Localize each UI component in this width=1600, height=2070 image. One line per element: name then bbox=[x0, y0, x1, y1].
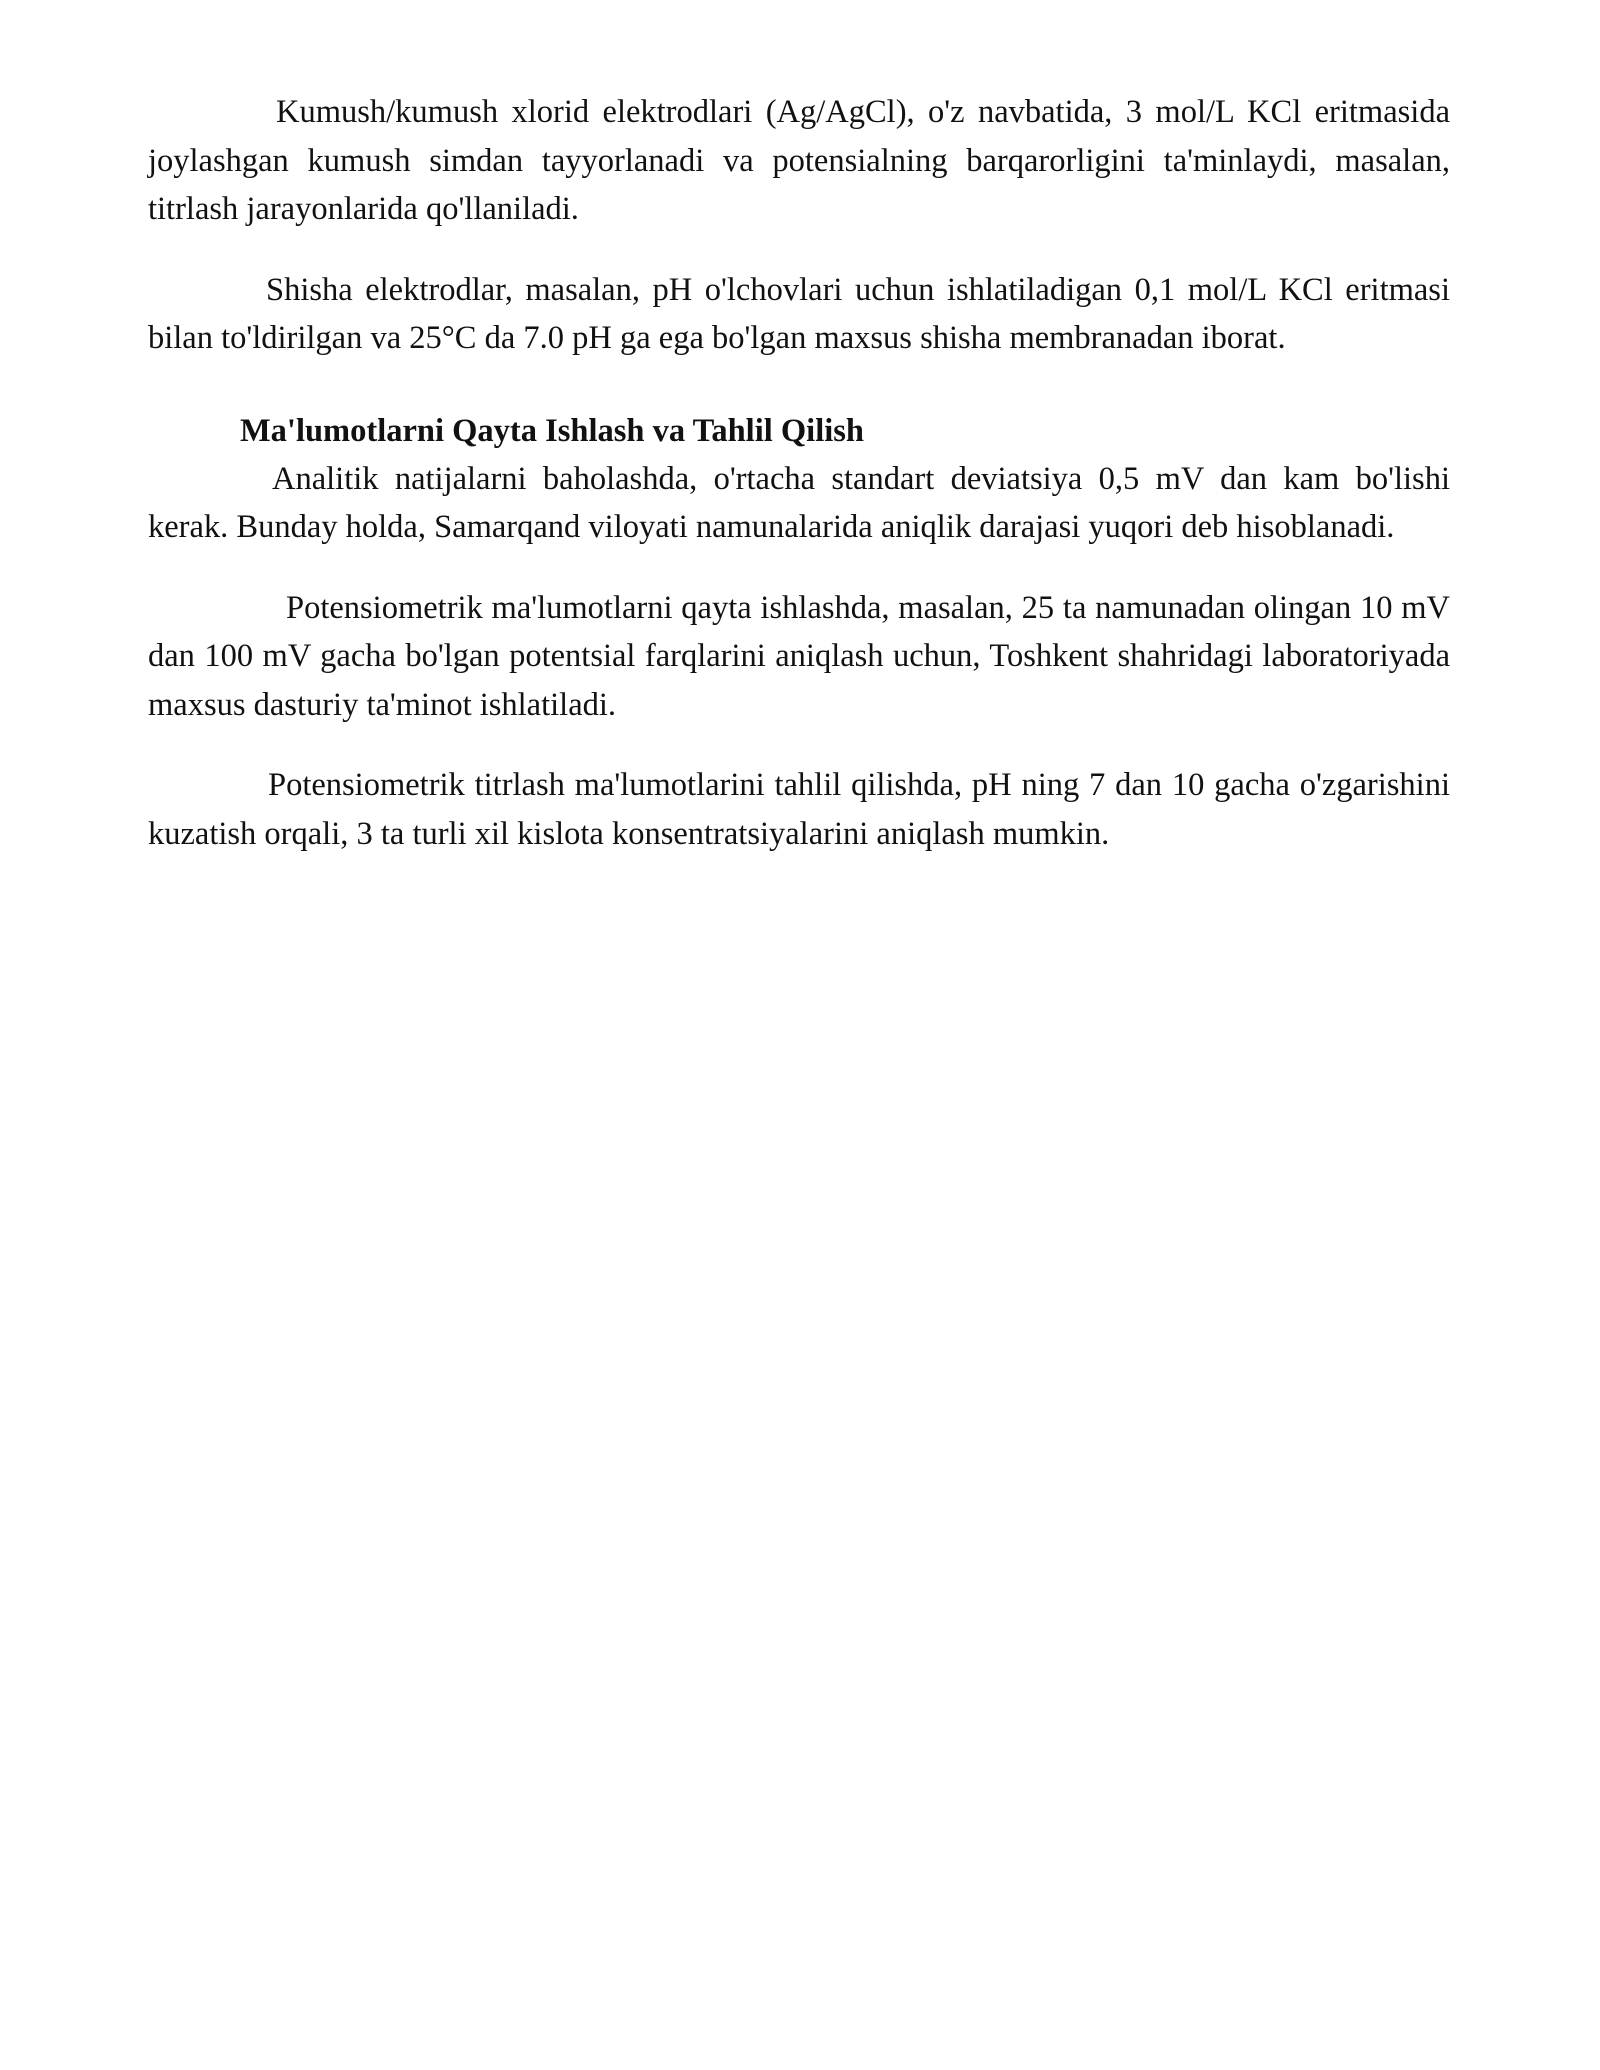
paragraph-glass-electrodes: Shisha elektrodlar, masalan, pH o'lchovlari uchun ishlatiladigan 0,1 mol/L KCl eritmasi bilan to'ldirilgan va 25°C da 7.0 pH ga ega bo'lgan maxsus shisha membranadan iborat. bbox=[148, 271, 1450, 356]
document-body bbox=[148, 88, 1450, 890]
section-heading: Ma'lumotlarni Qayta Ishlash va Tahlil Qilish bbox=[240, 412, 864, 449]
paragraph-potentiometric-processing: Potensiometrik ma'lumotlarni qayta ishlashda, masalan, 25 ta namunadan olingan 10 mV dan 100 mV gacha bo'lgan potentsial farqlarini aniqlash uchun, Toshkent shahridagi laboratoriyada maxsus dasturiy ta'minot ishlatiladi. bbox=[148, 589, 1450, 723]
paragraph-silver-chloride-electrodes: Kumush/kumush xlorid elektrodlari (Ag/AgCl), o'z navbatida, 3 mol/L KCl eritmasida joylashgan kumush simdan tayyorlanadi va potensialning barqarorligini ta'minlaydi, masalan, titrlash jarayonlarida qo'llaniladi. bbox=[148, 94, 1450, 227]
paragraph-analysis-results: Analitik natijalarni baholashda, o'rtacha standart deviatsiya 0,5 mV dan kam bo'lishi kerak. Bunday holda, Samarqand viloyati namunalarida aniqlik darajasi yuqori deb hisoblanadi. bbox=[148, 460, 1450, 545]
paragraph-titration-analysis: Potensiometrik titrlash ma'lumotlarini tahlil qilishda, pH ning 7 dan 10 gacha o'zgarishini kuzatish orqali, 3 ta turli xil kislota konsentratsiyalarini aniqlash mumkin. bbox=[148, 767, 1450, 852]
